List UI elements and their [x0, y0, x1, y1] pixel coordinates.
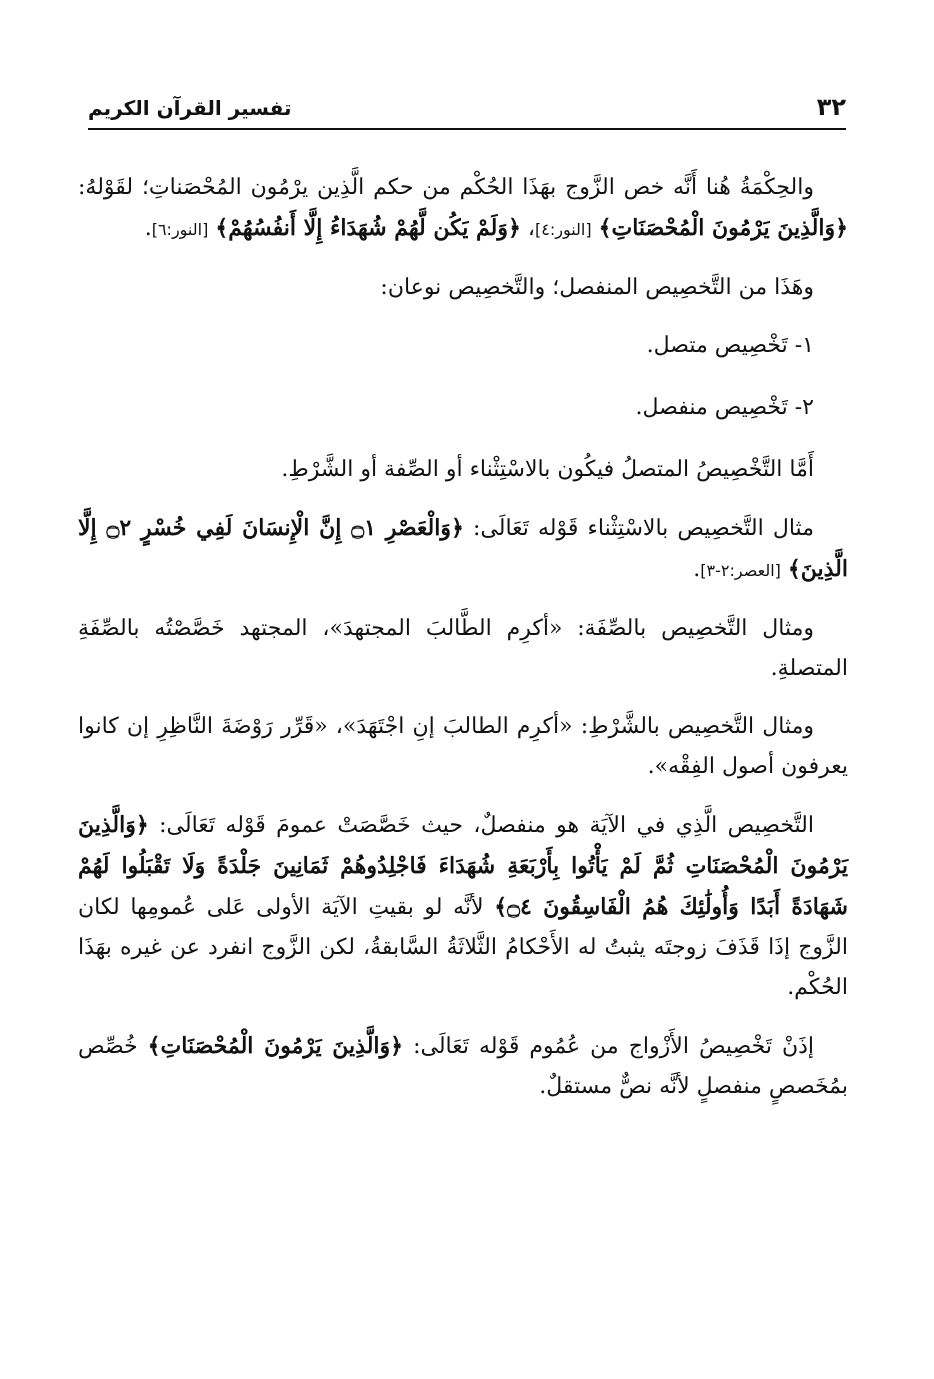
- verse-reference: [النور:٦]: [151, 220, 209, 239]
- paragraph-types-intro: وهَذَا من التَّخصِيص المنفصل؛ والتَّخصِيص نوعان:: [380, 275, 814, 300]
- quran-verse: ﴿وَالَّذِينَ يَرْمُونَ الْمُحْصَنَاتِ ثُمَّ لَمْ يَأْتُوا بِأَرْبَعَةِ شُهَدَاءَ فَاجْلِدُوهُمْ ثَمَانِينَ جَلْدَةً وَلَا تَقْبَلُوا لَهُمْ شَهَادَةً أَبَدًا وَأُولَٰئِكَ هُمُ الْفَاسِقُونَ ۝٤﴾: [78, 812, 848, 920]
- paragraph-text: إذَنْ تَخْصِيصُ الأَزْواج من عُمُوم قَوْله تَعَالَى:: [403, 1034, 815, 1059]
- paragraph-end: .: [693, 557, 701, 582]
- paragraph-conclusion: [78, 1026, 848, 1107]
- quran-verse: ﴿وَالَّذِينَ يَرْمُونَ الْمُحْصَنَاتِ﴾: [147, 1033, 404, 1059]
- paragraph-text: خُصِّص بمُخَصصٍ منفصلٍ لأنَّه نصٌّ مستقلٌ.: [78, 1034, 848, 1099]
- list-item-separate: ٢- تَخْصِيص منفصل.: [635, 395, 814, 420]
- paragraph-condition-example: ومثال التَّخصِيص بالشَّرْطِ: «أكرِم الطالبَ إنِ اجْتَهَدَ»، «قَرِّر رَوْضَةَ النَّاظِرِ إن كانوا يعرفون أصول الفِقْه».: [78, 714, 848, 779]
- paragraph-end: .: [144, 216, 152, 241]
- paragraph-wisdom: [78, 168, 848, 250]
- paragraph-verse-specification: [78, 805, 848, 1008]
- body-text: [78, 168, 848, 1125]
- separator: ،: [520, 216, 535, 241]
- paragraph-text: التَّخصِيص الَّذِي في الآيَة هو منفصلٌ، حيث خَصَّصَتْ عمومَ قَوْله تَعَالَى:: [148, 813, 814, 838]
- page-number: ٣٢: [816, 93, 846, 121]
- paragraph-attribute-example: ومثال التَّخصِيص بالصِّفَة: «أكرِم الطَّالبَ المجتهدَ»، المجتهد خَصَّصْتُه بالصِّفَةِ المتصلةِ.: [78, 616, 848, 681]
- paragraph-connected-means: أَمَّا التَّخْصِيصُ المتصلُ فيكُون بالاسْتِثْناء أو الصِّفة أو الشَّرْطِ.: [281, 457, 814, 482]
- paragraph-exception-example: [78, 508, 848, 591]
- quran-verse: ﴿وَالْعَصْرِ ۝١ إِنَّ الْإِنسَانَ لَفِي خُسْرٍ ۝٢ إِلَّا الَّذِينَ﴾: [78, 515, 848, 582]
- running-title: تفسير القرآن الكريم: [88, 96, 292, 120]
- page-header: [88, 92, 846, 130]
- verse-reference: [النور:٤]: [534, 220, 592, 239]
- paragraph-text: والحِكْمَةُ هُنا أَنَّه خص الزَّوج بهَذَا الحُكْم من حكم الَّذِين يرْمُون المُحْصَناتِ؛ لقَوْلهُ:: [78, 175, 814, 200]
- paragraph-text: لأنَّه لو بقيتِ الآيَة الأولى عَلى عُمومِها لكان الزَّوج إذَا قَذَفَ زوجتَه يثبتُ له الأَحْكامُ الثَّلاثَةُ السَّابقةُ، لكن الزَّوج انفرد عن غيره بهَذَا الحُكْم.: [78, 895, 848, 1000]
- quran-verse: ﴿وَالَّذِينَ يَرْمُونَ الْمُحْصَنَاتِ﴾: [598, 215, 848, 241]
- list-item-connected: ١- تَخْصِيص متصل.: [646, 333, 814, 358]
- quran-verse: ﴿وَلَمْ يَكُن لَّهُمْ شُهَدَاءُ إِلَّا أَنفُسُهُمْ﴾: [215, 215, 521, 241]
- verse-reference: [العصر:٢-٣]: [700, 561, 781, 580]
- paragraph-text: مثال التَّخصِيص بالاسْتِثْناء قَوْله تَعَالَى:: [463, 516, 814, 541]
